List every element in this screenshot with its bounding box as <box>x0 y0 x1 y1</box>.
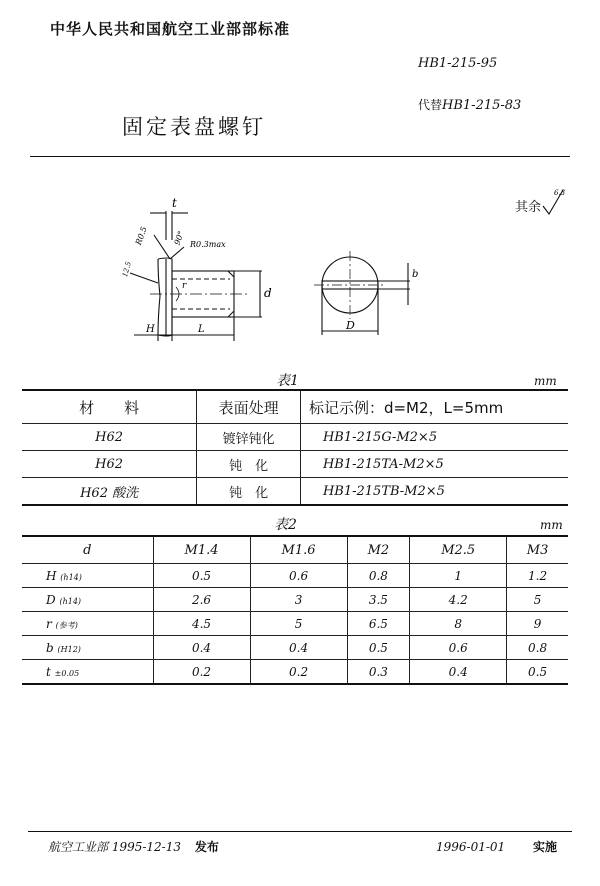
table1-header-material: 材 料 <box>22 390 197 424</box>
table-cell: 钝 化 <box>197 451 301 478</box>
table-cell: H62 <box>22 451 197 478</box>
table1-header-example: 标记示例：d=M2，L=5mm <box>300 390 568 424</box>
table-cell: 0.4 <box>250 636 347 660</box>
label-t: t <box>172 196 177 210</box>
replaces-prefix: 代替 <box>418 98 443 112</box>
param-name: D <box>46 592 56 607</box>
label-125-a: 12.5 <box>121 260 133 278</box>
document-title: 固定表盘螺钉 <box>122 115 266 139</box>
label-angle: 90° <box>172 229 186 247</box>
table-cell: 1 <box>410 564 507 588</box>
table-cell: 钝 化 <box>197 478 301 506</box>
table2-header-size: M2 <box>347 536 410 564</box>
table-cell: 0.6 <box>250 564 347 588</box>
footer-issue <box>48 838 219 855</box>
table-cell: 0.6 <box>410 636 507 660</box>
table-cell: 9 <box>507 612 568 636</box>
param-name: b <box>46 640 54 655</box>
table-cell: H62 <box>22 424 197 451</box>
footer-rule <box>28 831 572 832</box>
param-name: H <box>46 568 57 583</box>
table-cell: 0.2 <box>250 660 347 685</box>
table-row <box>22 451 568 478</box>
table-cell: 4.2 <box>410 588 507 612</box>
table2-caption: 表2 <box>274 517 297 533</box>
table-cell: 0.5 <box>347 636 410 660</box>
table-cell: 3 <box>250 588 347 612</box>
table-cell: HB1-215G-M2×5 <box>300 424 568 451</box>
table-row <box>22 636 568 660</box>
table-cell: 0.4 <box>410 660 507 685</box>
table-row <box>22 588 568 612</box>
param-note: (参考) <box>55 620 78 630</box>
label-r: r <box>182 281 187 291</box>
roughness-check-icon <box>541 186 567 216</box>
row-label <box>22 588 153 612</box>
param-note: (h14) <box>60 572 82 582</box>
header-rule <box>30 156 570 157</box>
table2-header-size: M1.6 <box>250 536 347 564</box>
table2-header-size: M3 <box>507 536 568 564</box>
table-cell: 0.2 <box>153 660 250 685</box>
material-table <box>22 389 568 506</box>
row-label <box>22 564 153 588</box>
table-cell: 5 <box>507 588 568 612</box>
footer-effective <box>436 838 557 855</box>
table2-header-size: M2.5 <box>410 536 507 564</box>
table-row <box>22 612 568 636</box>
table-cell: 0.5 <box>507 660 568 685</box>
param-note: (H12) <box>57 644 81 654</box>
table-cell: 3.5 <box>347 588 410 612</box>
label-b: b <box>412 269 419 280</box>
table1-header-surface: 表面处理 <box>197 390 301 424</box>
table-cell: 1.2 <box>507 564 568 588</box>
table2-unit: mm <box>540 518 563 532</box>
label-H: H <box>146 324 155 335</box>
row-label <box>22 660 153 685</box>
row-label <box>22 636 153 660</box>
table2-header-d: d <box>22 536 153 564</box>
label-L: L <box>198 324 205 335</box>
label-d: d <box>264 286 272 300</box>
table-row <box>22 564 568 588</box>
standard-number: HB1-215-95 <box>418 56 498 71</box>
table-cell: 4.5 <box>153 612 250 636</box>
issuer-date: 航空工业部 1995-12-13 <box>48 840 182 854</box>
screw-end-view <box>310 245 430 345</box>
table-cell: 0.4 <box>153 636 250 660</box>
table-cell: 0.3 <box>347 660 410 685</box>
table-cell: 2.6 <box>153 588 250 612</box>
table-cell: HB1-215TB-M2×5 <box>300 478 568 506</box>
effective-word: 实施 <box>533 840 558 854</box>
roughness-value: 6.3 <box>554 189 566 197</box>
dimension-table <box>22 535 568 685</box>
table-row <box>22 660 568 685</box>
replaces-line <box>418 96 521 113</box>
table1-header-row <box>22 390 568 424</box>
row-label <box>22 612 153 636</box>
issue-word: 发布 <box>194 840 219 854</box>
table1-unit: mm <box>534 374 557 388</box>
roughness-label: 其余 <box>515 200 542 215</box>
label-r05: R0.5 <box>133 225 149 247</box>
label-rmax: R0.3max <box>190 240 226 249</box>
replaces-number: HB1-215-83 <box>442 98 522 113</box>
param-note: ±0.05 <box>54 668 80 678</box>
table-cell: 0.5 <box>153 564 250 588</box>
table-cell: 0.8 <box>347 564 410 588</box>
surface-roughness-note <box>515 189 566 215</box>
label-D: D <box>346 319 355 332</box>
table1-caption: 表1 <box>276 373 299 389</box>
table-cell: 0.8 <box>507 636 568 660</box>
screw-side-view <box>110 195 290 345</box>
table-cell: 5 <box>250 612 347 636</box>
param-name: t <box>46 664 51 679</box>
org-title: 中华人民共和国航空工业部部标准 <box>50 20 291 38</box>
table-cell: 镀锌钝化 <box>197 424 301 451</box>
table-cell: 6.5 <box>347 612 410 636</box>
table-cell: HB1-215TA-M2×5 <box>300 451 568 478</box>
param-name: r <box>46 616 52 631</box>
table-cell: 8 <box>410 612 507 636</box>
table2-header-row <box>22 536 568 564</box>
table-row <box>22 478 568 506</box>
table-row <box>22 424 568 451</box>
param-note: (h14) <box>59 596 82 606</box>
table-cell: H62 酸洗 <box>22 478 197 506</box>
effective-date: 1996-01-01 <box>436 840 506 854</box>
table2-header-size: M1.4 <box>153 536 250 564</box>
